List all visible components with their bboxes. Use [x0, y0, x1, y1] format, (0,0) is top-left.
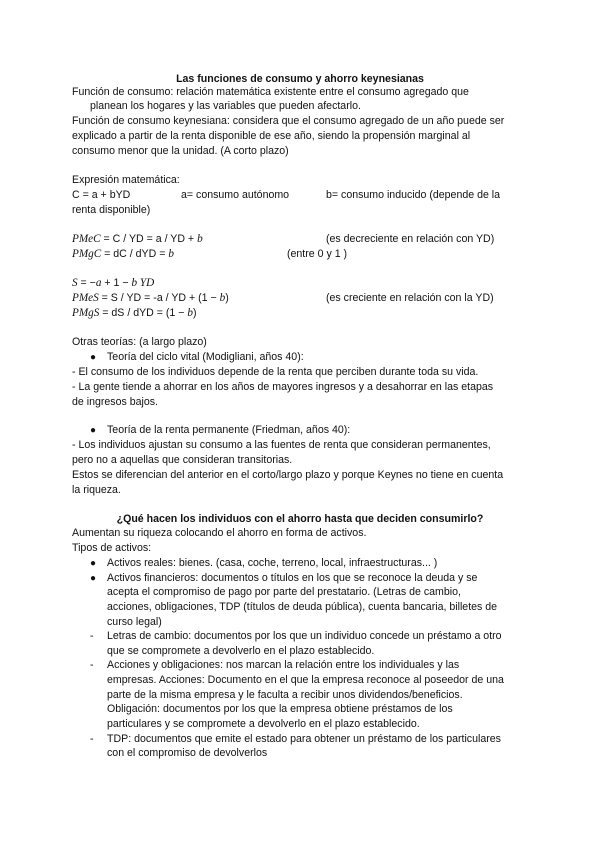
pmgs-formula	[72, 307, 197, 320]
s-equation-part: = −	[77, 277, 96, 289]
life-cycle-line: de ingresos bajos.	[72, 396, 158, 408]
pmgc-equation: = dC / dYD =	[101, 248, 169, 260]
bullet-icon: ●	[90, 352, 97, 363]
shares-and-bonds-cont: Obligación: documentos por los que la empresa obtiene préstamos de los	[107, 703, 453, 715]
intro-line: Función de consumo keynesiana: considera que el consumo agregado de un año puede ser	[72, 115, 505, 127]
pmec-note: (es decreciente en relación con YD)	[326, 233, 495, 245]
public-debt-titles-cont: con el compromiso de devolverlos	[107, 747, 268, 759]
savings-section-title: ¿Qué hacen los individuos con el ahorro hasta que deciden consumirlo?	[116, 513, 484, 525]
bullet-icon: ●	[90, 573, 97, 584]
life-cycle-line: - El consumo de los individuos depende de la renta que perciben durante toda su vida.	[72, 366, 479, 378]
pmec-formula	[72, 233, 203, 246]
pmgs-label: PMgS	[72, 307, 100, 319]
autonomous-consumption-def: a= consumo autónomo	[181, 189, 290, 201]
pmgc-b: b	[168, 248, 174, 260]
pmes-label: PMeS	[72, 292, 99, 304]
shares-and-bonds: Acciones y obligaciones: nos marcan la relación entre los individuales y las	[107, 659, 460, 671]
doc-title: Las funciones de consumo y ahorro keynesianas	[176, 73, 424, 85]
shares-and-bonds-cont: empresas. Acciones: Documento en el que la empresa reconoce al poseedor de una	[107, 674, 504, 686]
expression-heading: Expresión matemática:	[72, 174, 180, 186]
life-cycle-line: - La gente tiende a ahorrar en los años de mayores ingresos y a desahorrar en las etapas	[72, 381, 494, 393]
bullet-icon: ●	[90, 558, 97, 569]
public-debt-titles: TDP: documentos que emite el estado para obtener un préstamo de los particulares	[107, 733, 501, 745]
dash-marker: -	[90, 733, 94, 745]
intro-line: consumo menor que la unidad. (A corto plazo)	[72, 145, 289, 157]
pmes-close: )	[225, 292, 229, 304]
pmes-formula	[72, 292, 229, 305]
permanent-income-line: pero no a aquellas que consideran transitorias.	[72, 454, 293, 466]
induced-consumption-def: b= consumo inducido (depende de la	[326, 189, 501, 201]
s-b-yd: b YD	[131, 277, 155, 289]
dash-marker: -	[90, 630, 94, 642]
permanent-income-theory: Teoría de la renta permanente (Friedman, años 40):	[107, 424, 351, 436]
dash-marker: -	[90, 659, 94, 671]
permanent-income-line: Estos se diferencian del anterior en el corto/largo plazo y porque Keynes no tiene en cuenta	[72, 469, 504, 481]
pmgs-equation: = dS / dYD = (1 −	[99, 307, 188, 319]
bills-of-exchange: Letras de cambio: documentos por los que un individuo concede un préstamo a otro	[107, 630, 502, 642]
pmes-equation: = S / YD = -a / YD + (1 −	[98, 292, 220, 304]
intro-line: planean los hogares y las variables que pueden afectarlo.	[90, 100, 361, 112]
s-equation-part: + 1 −	[101, 277, 132, 289]
pmes-b: b	[219, 292, 226, 304]
pmgc-formula	[72, 248, 174, 261]
bullet-icon: ●	[90, 425, 97, 436]
pmgc-label: PMgC	[72, 248, 102, 260]
pmgs-close: )	[192, 307, 197, 319]
intro-line: Función de consumo: relación matemática existente entre el consumo agregado que	[72, 86, 469, 98]
intro-line: explicado a partir de la renta disponible de ese año, siendo la propensión marginal al	[72, 130, 471, 142]
savings-line: Aumentan su riqueza colocando el ahorro en forma de activos.	[72, 527, 367, 539]
financial-assets-cont: acepta el compromiso de pago por parte del prestatario. (Letras de cambio,	[107, 586, 461, 598]
other-theories-heading: Otras teorías: (a largo plazo)	[72, 336, 207, 348]
permanent-income-line: - Los individuos ajustan su consumo a las fuentes de renta que consideran permanentes,	[72, 439, 491, 451]
pmec-b: b	[197, 233, 203, 245]
pmec-equation: = C / YD = a / YD +	[100, 233, 198, 245]
financial-assets-cont: acciones, obligaciones, TDP (títulos de deuda pública), cuenta bancaria, billetes de	[107, 601, 498, 613]
pmes-note: (es creciente en relación con la YD)	[326, 292, 494, 304]
permanent-income-line: la riqueza.	[72, 484, 121, 496]
pmec-label: PMeC	[72, 233, 101, 245]
s-a: a	[95, 277, 102, 289]
shares-and-bonds-cont: particulares y se compromete a devolverlo en el plazo establecido.	[107, 718, 420, 730]
life-cycle-theory: Teoría del ciclo vital (Modigliani, años 40):	[107, 351, 304, 363]
pmgs-b: b	[187, 307, 193, 319]
savings-line: Tipos de activos:	[72, 542, 152, 554]
shares-and-bonds-cont: parte de la misma empresa y le faculta a recibir unos dividendos/beneficios.	[107, 689, 463, 701]
saving-formula	[72, 277, 154, 290]
bills-of-exchange-cont: que se compromete a devolverlo en el plazo establecido.	[107, 645, 375, 657]
financial-assets-cont: curso legal)	[107, 616, 162, 628]
consumption-equation: C = a + bYD	[72, 189, 131, 201]
induced-consumption-def-cont: renta disponible)	[72, 204, 151, 216]
real-assets: Activos reales: bienes. (casa, coche, terreno, local, infraestructuras... )	[107, 557, 438, 569]
pmgc-note: (entre 0 y 1 )	[287, 248, 348, 260]
s-label: S	[72, 277, 78, 289]
financial-assets: Activos financieros: documentos o títulos en los que se reconoce la deuda y se	[107, 572, 478, 584]
